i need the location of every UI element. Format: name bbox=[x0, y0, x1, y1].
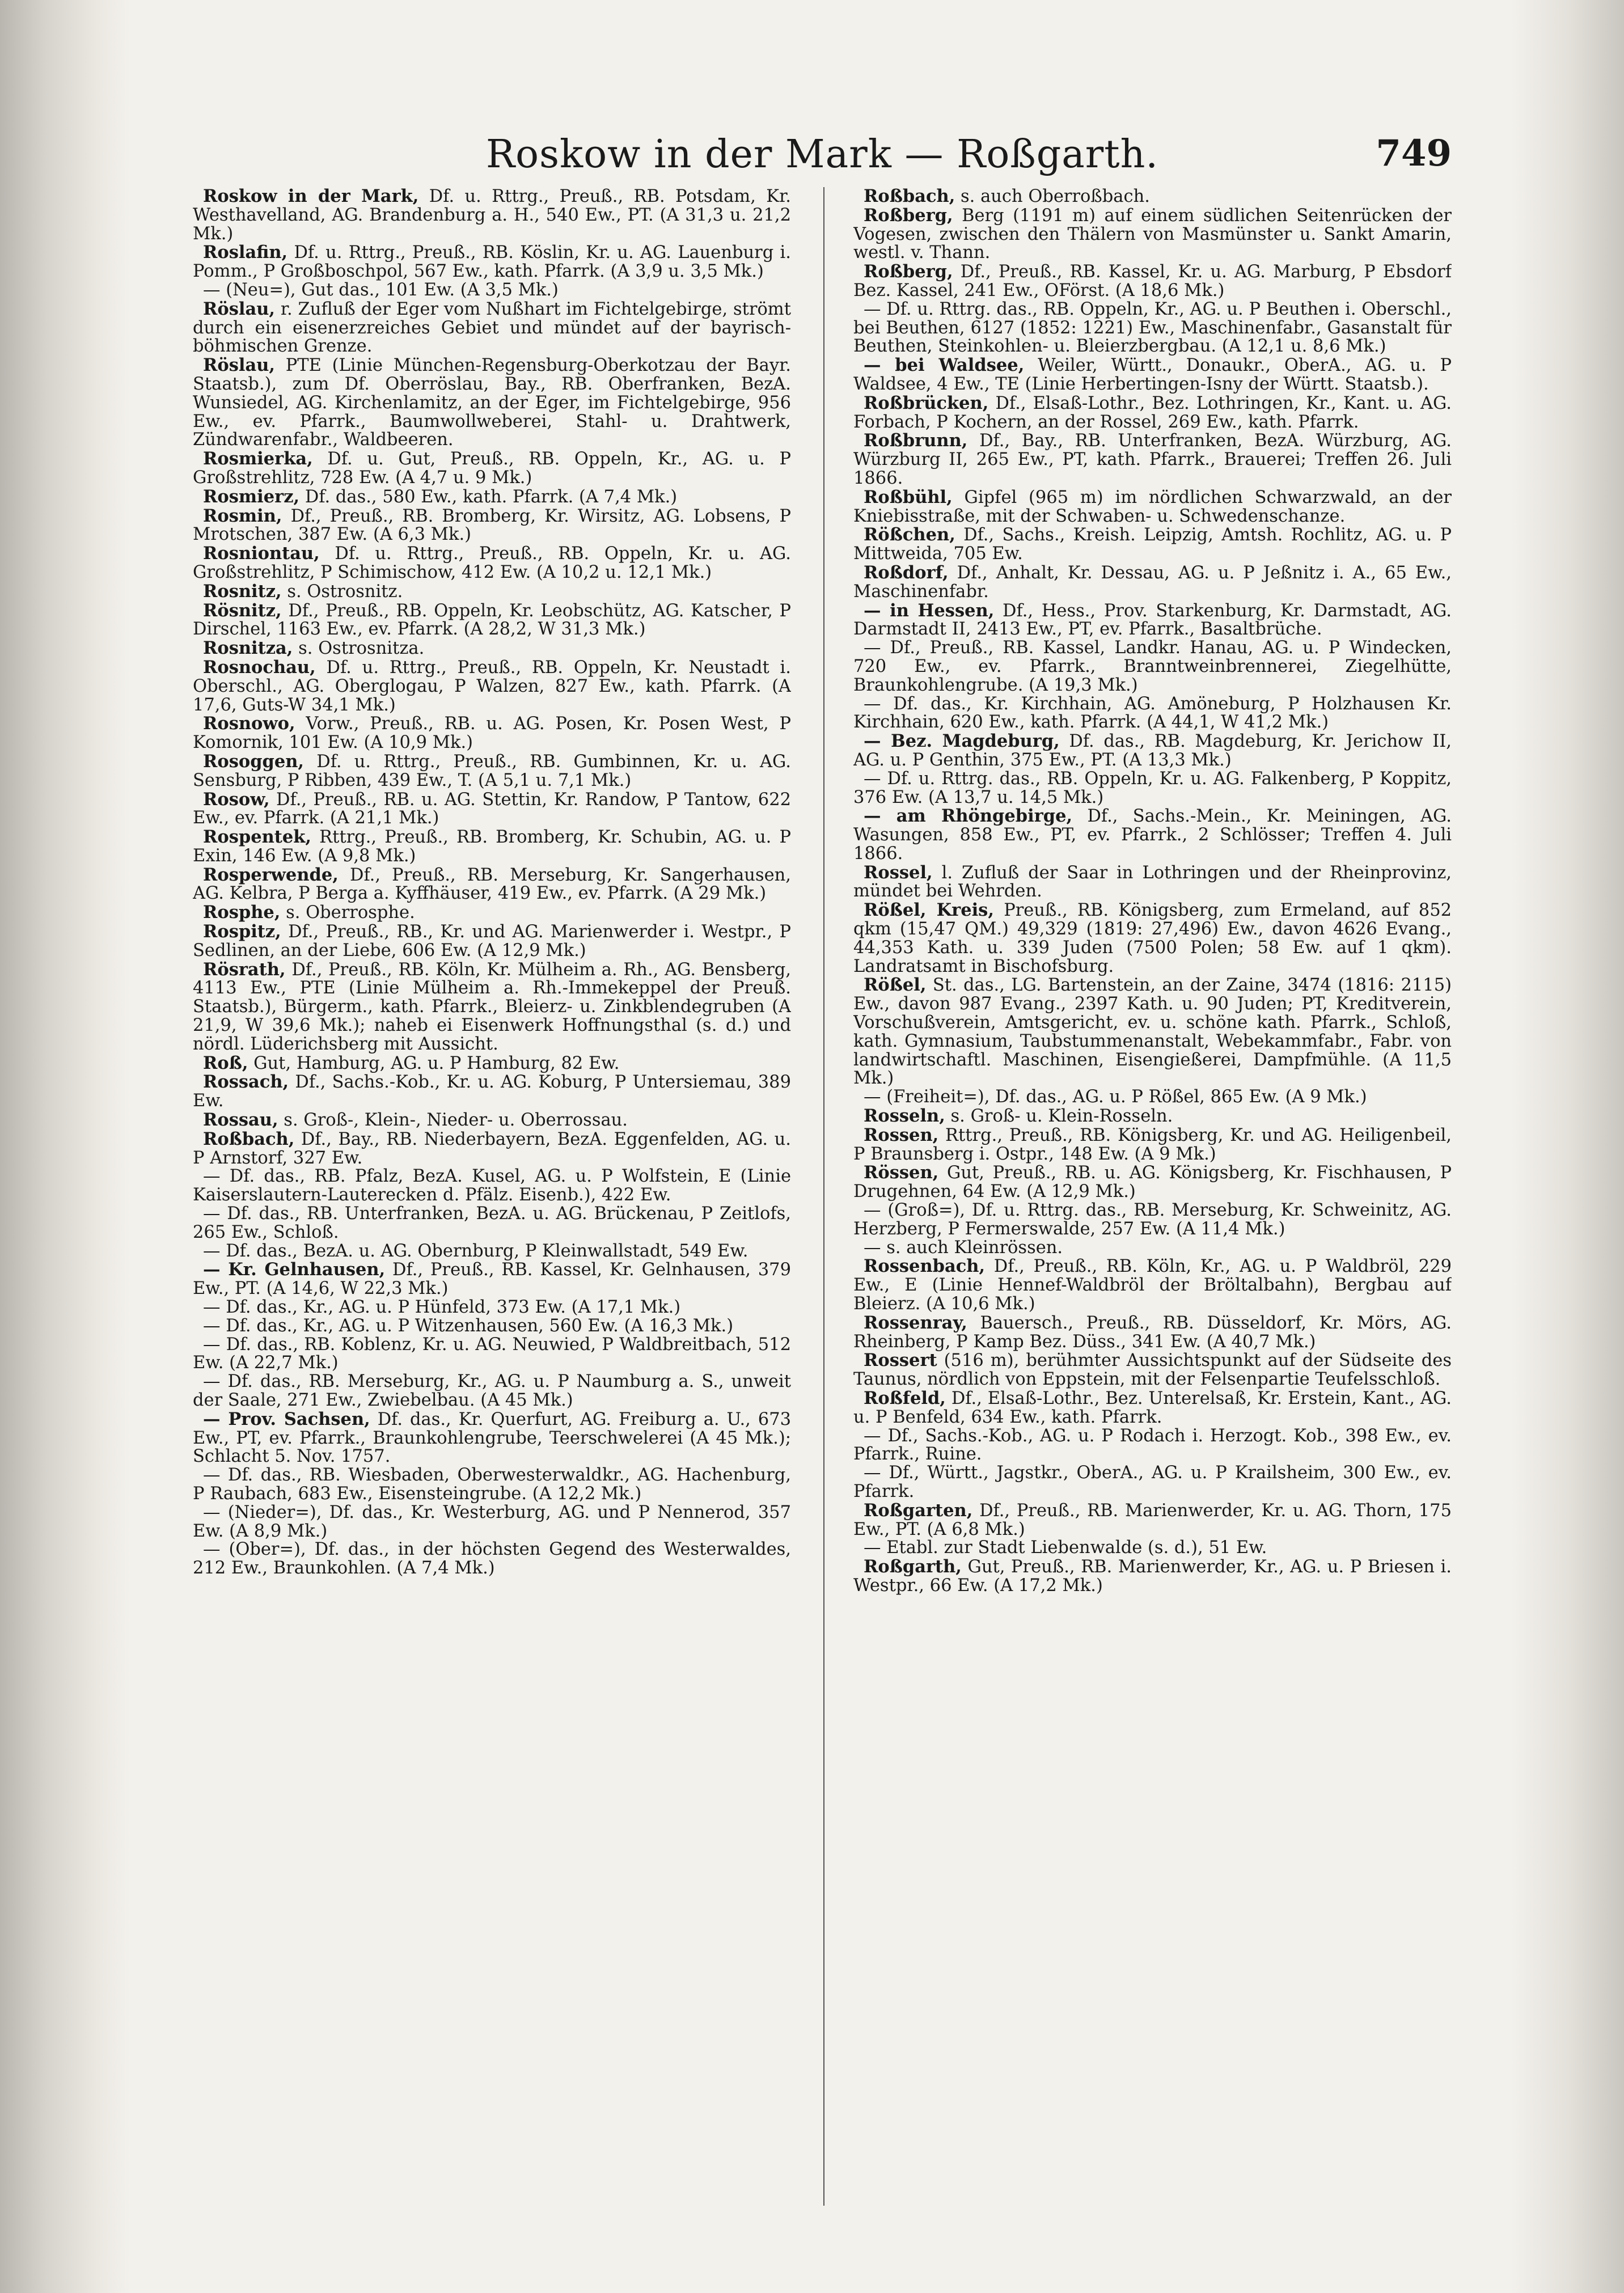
entry-text: Df., Bay., RB. Unterfranken, BezA. Würzburg, AG. Würzburg II, 265 Ew., PT, kath. Pfarrk., Brauerei; Treffen 26. Juli 1866. bbox=[853, 431, 1452, 488]
entry-text: — Df. das., RB. Wiesbaden, Oberwesterwaldkr., AG. Hachenburg, P Raubach, 683 Ew., Eisensteingrube. (A 12,2 Mk.) bbox=[193, 1465, 791, 1504]
entry-text: Df. u. Rttrg., Preuß., RB. Oppeln, Kr. Neustadt i. Oberschl., AG. Oberglogau, P Walzen, 827 Ew., kath. Pfarrk. (A 17,6, Guts-W 34,1 Mk.) bbox=[193, 657, 791, 715]
dictionary-entry bbox=[853, 732, 1452, 770]
entry-text: Df., Elsaß-Lothr., Bez. Lothringen, Kr., Kant. u. AG. Forbach, P Kochern, an der Rossel, 269 Ew., kath. Pfarrk. bbox=[853, 393, 1452, 432]
dictionary-entry bbox=[193, 639, 791, 658]
dictionary-entry bbox=[853, 1239, 1452, 1258]
dictionary-entry bbox=[853, 1126, 1452, 1164]
entry-headword: Rossach, bbox=[203, 1072, 289, 1093]
entry-text: — Df., Württ., Jagstkr., OberA., AG. u. P Krailsheim, 300 Ew., ev. Pfarrk. bbox=[853, 1463, 1452, 1501]
dictionary-entry bbox=[193, 714, 791, 752]
dictionary-entry bbox=[193, 602, 791, 640]
dictionary-entry bbox=[853, 1389, 1452, 1427]
entry-text: r. Zufluß der Eger vom Nußhart im Fichtelgebirge, strömt durch ein eisenerzreiches Gebiet und mündet auf der bayrisch-böhmischen Grenze. bbox=[193, 299, 791, 357]
dictionary-entry bbox=[193, 828, 791, 866]
entry-text: — Df., Preuß., RB. Kassel, Landkr. Hanau, AG. u. P Windecken, 720 Ew., ev. Pfarrk., Branntweinbrennerei, Ziegelhütte, Braunkohlengrube. (A 19,3 Mk.) bbox=[853, 638, 1452, 695]
entry-headword: Roßberg, bbox=[864, 205, 953, 226]
entry-headword: — Kr. Gelnhausen, bbox=[203, 1259, 386, 1280]
dictionary-entry bbox=[193, 1242, 791, 1261]
dictionary-entry bbox=[853, 1088, 1452, 1107]
dictionary-entry bbox=[853, 1501, 1452, 1539]
entry-headword: Roßgarten, bbox=[864, 1500, 973, 1521]
entry-text: — s. auch Kleinrössen. bbox=[864, 1237, 1063, 1258]
entry-text: Gipfel (965 m) im nördlichen Schwarzwald, an der Kniebisstraße, mit der Schwaben- u. Schwedenschanze. bbox=[853, 487, 1452, 526]
entry-text: — Df. u. Rttrg. das., RB. Oppeln, Kr., AG. u. P Beuthen i. Oberschl., bei Beuthen, 6127 (1852: 1221) Ew., Maschinenfabr., Gasanstalt für Beuthen, Steinkohlen- u. Bleierzbergbau. (A 12,1 u. 8,6 Mk.) bbox=[853, 299, 1452, 357]
entry-text: s. Ostrosnitza. bbox=[293, 638, 425, 659]
entry-headword: Roßfeld, bbox=[864, 1388, 946, 1408]
entry-text: St. das., LG. Bartenstein, an der Zaine, 3474 (1816: 2115) Ew., davon 987 Evang., 2397 Kath. u. 90 Juden; PT, Kreditverein, Vorschußverein, Amtsgericht, ev. u. schöne kath. Pfarrk., Schloß, kath. Gymnasium, Taubstummenanstalt, Webekammfabr., Fabr. von landwirtschaftl. Maschinen, Eisengießerei, Dampfmühle. (A 11,5 Mk.) bbox=[853, 975, 1452, 1089]
entry-headword: Rosnitza, bbox=[203, 638, 293, 659]
text-columns bbox=[193, 187, 1452, 2217]
entry-text: — (Nieder=), Df. das., Kr. Westerburg, AG. und P Nennerod, 357 Ew. (A 8,9 Mk.) bbox=[193, 1502, 791, 1541]
entry-text: Df., Sachs.-Mein., Kr. Meiningen, AG. Wasungen, 858 Ew., PT, ev. Pfarrk., 2 Schlösser; Treffen 4. Juli 1866. bbox=[853, 806, 1452, 864]
entry-text: Df., Preuß., RB. Köln, Kr., AG. u. P Waldbröl, 229 Ew., E (Linie Hennef-Waldbröl der Bröltalbahn), Bergbau auf Bleierz. (A 10,6 Mk.) bbox=[853, 1257, 1452, 1314]
entry-headword: Rosseln, bbox=[864, 1106, 945, 1127]
entry-headword: Rosnowo, bbox=[203, 713, 295, 734]
dictionary-entry bbox=[193, 1260, 791, 1298]
dictionary-entry bbox=[193, 752, 791, 790]
entry-headword: Roßdorf, bbox=[864, 562, 949, 583]
entry-text: Df., Bay., RB. Niederbayern, BezA. Eggenfelden, AG. u. P Arnstorf, 327 Ew. bbox=[193, 1129, 791, 1168]
entry-text: s. auch Oberroßbach. bbox=[955, 187, 1150, 206]
entry-text: — Df. das., BezA. u. AG. Obernburg, P Kleinwallstadt, 549 Ew. bbox=[203, 1241, 748, 1261]
entry-headword: Roßbach, bbox=[864, 187, 955, 206]
entry-headword: — Prov. Sachsen, bbox=[203, 1408, 370, 1429]
dictionary-entry bbox=[193, 1111, 791, 1130]
dictionary-entry bbox=[853, 807, 1452, 863]
dictionary-entry bbox=[193, 582, 791, 602]
dictionary-entry bbox=[853, 770, 1452, 807]
entry-headword: Roß, bbox=[203, 1052, 248, 1073]
entry-text: Rttrg., Preuß., RB. Bromberg, Kr. Schubin, AG. u. P Exin, 146 Ew. (A 9,8 Mk.) bbox=[193, 827, 791, 866]
dictionary-entry bbox=[193, 300, 791, 356]
entry-headword: Rossert bbox=[864, 1350, 937, 1371]
dictionary-entry bbox=[853, 1202, 1452, 1239]
entry-headword: — Bez. Magdeburg, bbox=[864, 731, 1060, 752]
entry-text: Gut, Hamburg, AG. u. P Hamburg, 82 Ew. bbox=[248, 1053, 620, 1073]
dictionary-entry bbox=[193, 790, 791, 828]
column-divider bbox=[823, 187, 824, 2206]
dictionary-entry bbox=[853, 263, 1452, 301]
entry-text: Df. u. Gut, Preuß., RB. Oppeln, Kr., AG. u. P Großstrehlitz, 728 Ew. (A 4,7 u. 9 Mk.) bbox=[193, 449, 791, 488]
dictionary-entry bbox=[853, 356, 1452, 394]
dictionary-entry bbox=[853, 976, 1452, 1088]
dictionary-entry bbox=[193, 1336, 791, 1373]
dictionary-entry bbox=[193, 961, 791, 1054]
dictionary-entry bbox=[853, 1314, 1452, 1352]
entry-text: Df., Preuß., RB. Marienwerder, Kr. u. AG. Thorn, 175 Ew., PT. (A 6,8 Mk.) bbox=[853, 1500, 1452, 1539]
dictionary-entry bbox=[193, 488, 791, 507]
dictionary-entry bbox=[193, 1410, 791, 1466]
entry-text: Df. das., Kr. Querfurt, AG. Freiburg a. U., 673 Ew., PT, ev. Pfarrk., Braunkohlengrube, Teerschwelerei (A 45 Mk.); Schlacht 5. Nov. 1757. bbox=[193, 1409, 791, 1467]
entry-text: Df. u. Rttrg., Preuß., RB. Gumbinnen, Kr. u. AG. Sensburg, P Ribben, 439 Ew., T. (A 5,1 u. 7,1 Mk.) bbox=[193, 751, 791, 790]
dictionary-entry bbox=[853, 695, 1452, 733]
dictionary-entry bbox=[193, 866, 791, 904]
dictionary-entry bbox=[853, 901, 1452, 976]
entry-text: s. Groß- u. Klein-Rosseln. bbox=[945, 1106, 1173, 1127]
entry-headword: — in Hessen, bbox=[864, 600, 995, 621]
entry-text: Df., Hess., Prov. Starkenburg, Kr. Darmstadt, AG. Darmstadt II, 2413 Ew., PT, ev. Pfarrk., Basaltbrüche. bbox=[853, 600, 1452, 640]
entry-text: Preuß., RB. Königsberg, zum Ermeland, auf 852 qkm (15,47 QM.) 49,329 (1819: 27,496) Ew., davon 4626 Evang., 44,353 Kath. u. 339 Juden (7500 Polen; 58 Ew. auf 1 qkm). Landratsamt in Bischofsburg. bbox=[853, 900, 1452, 976]
entry-text: Df., Preuß., RB. Oppeln, Kr. Leobschütz, AG. Katscher, P Dirschel, 1163 Ew., ev. Pfarrk. (A 28,2, W 31,3 Mk.) bbox=[193, 600, 791, 640]
entry-headword: Rosnitz, bbox=[203, 581, 282, 602]
dictionary-entry bbox=[853, 526, 1452, 564]
entry-text: Df., Sachs.-Kob., Kr. u. AG. Koburg, P Untersiemau, 389 Ew. bbox=[193, 1072, 791, 1111]
entry-text: — Df. das., RB. Pfalz, BezA. Kusel, AG. u. P Wolfstein, E (Linie Kaiserslautern-Lauterecken d. Pfälz. Eisenb.), 422 Ew. bbox=[193, 1166, 791, 1205]
running-title: Roskow in der Mark — Roßgarth. bbox=[485, 132, 1159, 177]
dictionary-entry bbox=[193, 1130, 791, 1168]
entry-text: — Df., Sachs.-Kob., AG. u. P Rodach i. Herzogt. Kob., 398 Ew., ev. Pfarrk., Ruine. bbox=[853, 1425, 1452, 1465]
dictionary-entry bbox=[853, 1257, 1452, 1313]
entry-text: — Df. das., RB. Unterfranken, BezA. u. AG. Brückenau, P Zeitlofs, 265 Ew., Schloß. bbox=[193, 1204, 791, 1242]
entry-headword: Rößel, bbox=[864, 975, 927, 996]
entry-text: Df. das., RB. Magdeburg, Kr. Jerichow II, AG. u. P Genthin, 375 Ew., PT. (A 13,3 Mk.) bbox=[853, 731, 1452, 770]
entry-text: — Df. das., Kr., AG. u. P Witzenhausen, 560 Ew. (A 16,3 Mk.) bbox=[203, 1315, 734, 1336]
dictionary-entry bbox=[193, 658, 791, 714]
entry-headword: Rößel, Kreis, bbox=[864, 900, 994, 921]
dictionary-entry bbox=[853, 1351, 1452, 1389]
entry-headword: Roßbach, bbox=[203, 1128, 295, 1149]
entry-headword: Rossenbach, bbox=[864, 1256, 986, 1277]
entry-text: Df., Preuß., RB. Köln, Kr. Mülheim a. Rh., AG. Bensberg, 4113 Ew., PTE (Linie Mülheim a. Rh.-Immekeppel der Preuß. Staatsb.), Bürgerm., kath. Pfarrk., Bleierz- u. Zinkblendegruben (A 21,9, W 39,6 Mk.); naheb ei Eisenwerk Hoffnungsthal (s. d.) und nördl. Lüderichsberg mit Aussicht. bbox=[193, 959, 791, 1054]
entry-text: s. Groß-, Klein-, Nieder- u. Oberrossau. bbox=[278, 1110, 628, 1131]
dictionary-entry bbox=[193, 544, 791, 582]
entry-headword: Rosniontau, bbox=[203, 543, 320, 564]
right-column bbox=[853, 187, 1452, 2217]
entry-headword: Roßgarth, bbox=[864, 1556, 962, 1577]
dictionary-entry bbox=[193, 1317, 791, 1336]
entry-headword: — bei Waldsee, bbox=[864, 355, 1025, 376]
dictionary-entry bbox=[193, 1298, 791, 1317]
dictionary-entry bbox=[193, 507, 791, 545]
entry-headword: Rospitz, bbox=[203, 921, 281, 942]
entry-text: Gut, Preuß., RB. Marienwerder, Kr., AG. u. P Briesen i. Westpr., 66 Ew. (A 17,2 Mk.) bbox=[853, 1557, 1452, 1596]
dictionary-entry bbox=[193, 187, 791, 243]
entry-text: — (Ober=), Df. das., in der höchsten Gegend des Westerwaldes, 212 Ew., Braunkohlen. (A 7,4 Mk.) bbox=[193, 1539, 791, 1579]
dictionary-entry bbox=[193, 1054, 791, 1073]
entry-headword: Rößchen, bbox=[864, 524, 955, 545]
entry-text: s. Oberrosphe. bbox=[280, 903, 415, 923]
dictionary-entry bbox=[853, 1164, 1452, 1202]
entry-headword: Rosphe, bbox=[203, 902, 281, 923]
entry-text: Df., Preuß., RB. u. AG. Stettin, Kr. Randow, P Tantow, 622 Ew., ev. Pfarrk. (A 21,1 Mk.) bbox=[193, 789, 791, 828]
entry-headword: Rospentek, bbox=[203, 827, 312, 848]
entry-headword: Rossau, bbox=[203, 1110, 278, 1131]
dictionary-entry bbox=[853, 864, 1452, 902]
entry-headword: Rossenray, bbox=[864, 1312, 967, 1333]
entry-headword: Röslau, bbox=[203, 355, 276, 376]
entry-text: Df. u. Rttrg., Preuß., RB. Potsdam, Kr. Westhavelland, AG. Brandenburg a. H., 540 Ew., PT. (A 31,3 u. 21,2 Mk.) bbox=[193, 187, 791, 244]
entry-text: Df., Preuß., RB., Kr. und AG. Marienwerder i. Westpr., P Sedlinen, an der Liebe, 606 Ew. (A 12,9 Mk.) bbox=[193, 922, 791, 961]
entry-headword: Rosow, bbox=[203, 789, 270, 810]
entry-headword: Rosoggen, bbox=[203, 751, 304, 772]
dictionary-entry bbox=[853, 431, 1452, 488]
dictionary-entry bbox=[853, 206, 1452, 263]
dictionary-entry bbox=[193, 1541, 791, 1578]
page-number: 749 bbox=[1376, 132, 1452, 175]
entry-headword: Roßbrunn, bbox=[864, 430, 968, 451]
entry-text: Df. das., 580 Ew., kath. Pfarrk. (A 7,4 Mk.) bbox=[299, 486, 678, 507]
entry-text: Bauersch., Preuß., RB. Düsseldorf, Kr. Mörs, AG. Rheinberg, P Kamp Bez. Düss., 341 Ew. (A 40,7 Mk.) bbox=[853, 1313, 1452, 1352]
entry-headword: Rossel, bbox=[864, 862, 933, 883]
entry-text: Df. u. Rttrg., Preuß., RB. Oppeln, Kr. u. AG. Großstrehlitz, P Schimischow, 412 Ew. (A 10,2 u. 12,1 Mk.) bbox=[193, 544, 791, 582]
scan-edge-right bbox=[1511, 0, 1624, 2293]
entry-headword: Roßberg, bbox=[864, 261, 953, 282]
entry-headword: Röslau, bbox=[203, 298, 276, 319]
dictionary-entry bbox=[193, 450, 791, 488]
entry-headword: Roßbrücken, bbox=[864, 392, 989, 413]
dictionary-entry bbox=[853, 564, 1452, 602]
entry-text: — Df. das., Kr., AG. u. P Hünfeld, 373 Ew. (A 17,1 Mk.) bbox=[203, 1297, 681, 1318]
dictionary-entry bbox=[853, 1107, 1452, 1126]
entry-headword: Roslafin, bbox=[203, 242, 288, 263]
dictionary-entry bbox=[193, 1466, 791, 1504]
entry-headword: Roskow in der Mark, bbox=[203, 187, 419, 206]
dictionary-entry bbox=[853, 602, 1452, 640]
dictionary-entry bbox=[853, 1427, 1452, 1465]
dictionary-entry bbox=[853, 488, 1452, 526]
entry-text: Vorw., Preuß., RB. u. AG. Posen, Kr. Posen West, P Komornik, 101 Ew. (A 10,9 Mk.) bbox=[193, 714, 791, 753]
dictionary-entry bbox=[853, 1464, 1452, 1501]
dictionary-entry bbox=[193, 356, 791, 450]
entry-text: Gut, Preuß., RB. u. AG. Königsberg, Kr. Fischhausen, P Drugehnen, 64 Ew. (A 12,9 Mk.) bbox=[853, 1163, 1452, 1202]
entry-text: PTE (Linie München-Regensburg-Oberkotzau der Bayr. Staatsb.), zum Df. Oberröslau, Bay., RB. Oberfranken, BezA. Wunsiedel, AG. Kirchenlamitz, an der Eger, im Fichtelgebirge, 956 Ew., ev. Pfarrk., Baumwollweberei, Stahl- u. Drahtwerk, Zündwarenfabr., Waldbeeren. bbox=[193, 356, 791, 450]
entry-text: — Etabl. zur Stadt Liebenwalde (s. d.), 51 Ew. bbox=[864, 1538, 1267, 1558]
dictionary-entry bbox=[853, 301, 1452, 356]
entry-text: — Df. das., RB. Koblenz, Kr. u. AG. Neuwied, P Waldbreitbach, 512 Ew. (A 22,7 Mk.) bbox=[193, 1334, 791, 1373]
entry-headword: Roßbühl, bbox=[864, 486, 953, 507]
dictionary-entry bbox=[193, 243, 791, 281]
entry-headword: Rösrath, bbox=[203, 959, 286, 980]
dictionary-entry bbox=[193, 1073, 791, 1111]
scan-edge-left bbox=[0, 0, 130, 2293]
dictionary-entry bbox=[853, 394, 1452, 432]
entry-text: Df., Elsaß-Lothr., Bez. Unterelsaß, Kr. Erstein, Kant., AG. u. P Benfeld, 634 Ew., kath. Pfarrk. bbox=[853, 1389, 1452, 1427]
entry-text: Rttrg., Preuß., RB. Königsberg, Kr. und AG. Heiligenbeil, P Braunsberg i. Ostpr., 148 Ew. (A 9 Mk.) bbox=[853, 1125, 1452, 1164]
dictionary-entry bbox=[193, 903, 791, 923]
entry-text: — Df. u. Rttrg. das., RB. Oppeln, Kr. u. AG. Falkenberg, P Koppitz, 376 Ew. (A 13,7 u. 14,5 Mk.) bbox=[853, 768, 1452, 807]
entry-headword: Rösnitz, bbox=[203, 600, 282, 621]
entry-text: — Df. das., Kr. Kirchhain, AG. Amöneburg, P Holzhausen Kr. Kirchhain, 620 Ew., kath. Pfarrk. (A 44,1, W 41,2 Mk.) bbox=[853, 693, 1452, 733]
entry-headword: Rosmierka, bbox=[203, 449, 313, 469]
entry-text: s. Ostrosnitz. bbox=[281, 581, 403, 602]
page-header bbox=[193, 122, 1452, 179]
entry-text: Df., Anhalt, Kr. Dessau, AG. u. P Jeßnitz i. A., 65 Ew., Maschinenfabr. bbox=[853, 562, 1452, 602]
entry-text: Df., Preuß., RB. Kassel, Kr. u. AG. Marburg, P Ebsdorf Bez. Kassel, 241 Ew., OFörst. (A 18,6 Mk.) bbox=[853, 262, 1452, 301]
entry-text: l. Zufluß der Saar in Lothringen und der Rheinprovinz, mündet bei Wehrden. bbox=[853, 862, 1452, 902]
entry-text: — (Groß=), Df. u. Rttrg. das., RB. Merseburg, Kr. Schweinitz, AG. Herzberg, P Fermerswalde, 257 Ew. (A 11,4 Mk.) bbox=[853, 1200, 1452, 1239]
dictionary-entry bbox=[853, 1558, 1452, 1596]
entry-text: Df. u. Rttrg., Preuß., RB. Köslin, Kr. u. AG. Lauenburg i. Pomm., P Großboschpol, 567 Ew., kath. Pfarrk. (A 3,9 u. 3,5 Mk.) bbox=[193, 243, 791, 282]
entry-headword: Rosmin, bbox=[203, 505, 282, 526]
dictionary-entry bbox=[193, 1167, 791, 1205]
entry-headword: Rosnochau, bbox=[203, 657, 316, 678]
entry-headword: Rössen, bbox=[864, 1162, 939, 1183]
entry-text: Df., Preuß., RB. Bromberg, Kr. Wirsitz, AG. Lobsens, P Mrotschen, 387 Ew. (A 6,3 Mk.) bbox=[193, 506, 791, 545]
entry-text: Weiler, Württ., Donaukr., OberA., AG. u. P Waldsee, 4 Ew., TE (Linie Herbertingen-Isny der Württ. Staatsb.). bbox=[853, 356, 1452, 394]
dictionary-entry bbox=[853, 187, 1452, 206]
entry-text: Df., Preuß., RB. Kassel, Kr. Gelnhausen, 379 Ew., PT. (A 14,6, W 22,3 Mk.) bbox=[193, 1260, 791, 1299]
entry-text: (516 m), berühmter Aussichtspunkt auf der Südseite des Taunus, nördlich von Eppstein, mit der Felsenpartie Teufelsschloß. bbox=[853, 1351, 1452, 1390]
entry-headword: Rossen, bbox=[864, 1124, 939, 1145]
entry-text: Df., Sachs., Kreish. Leipzig, Amtsh. Rochlitz, AG. u. P Mittweida, 705 Ew. bbox=[853, 525, 1452, 564]
dictionary-entry bbox=[193, 1504, 791, 1541]
dictionary-entry bbox=[193, 1205, 791, 1242]
dictionary-entry bbox=[853, 1539, 1452, 1558]
left-column bbox=[193, 187, 791, 2217]
entry-headword: Rosmierz, bbox=[203, 486, 300, 507]
dictionary-entry bbox=[193, 1373, 791, 1410]
entry-headword: Rosperwende, bbox=[203, 864, 339, 885]
entry-text: — Df. das., RB. Merseburg, Kr., AG. u. P Naumburg a. S., unweit der Saale, 271 Ew., Zwiebelbau. (A 45 Mk.) bbox=[193, 1372, 791, 1410]
entry-text: Berg (1191 m) auf einem südlichen Seitenrücken der Vogesen, zwischen den Thälern von Masmünster u. Sankt Amarin, westl. v. Thann. bbox=[853, 205, 1452, 263]
dictionary-entry bbox=[193, 281, 791, 300]
entry-text: — (Neu=), Gut das., 101 Ew. (A 3,5 Mk.) bbox=[203, 280, 559, 300]
entry-text: — (Freiheit=), Df. das., AG. u. P Rößel, 865 Ew. (A 9 Mk.) bbox=[864, 1087, 1367, 1107]
dictionary-entry bbox=[193, 923, 791, 961]
entry-headword: — am Rhöngebirge, bbox=[864, 806, 1073, 827]
dictionary-entry bbox=[853, 639, 1452, 695]
entry-text: Df., Preuß., RB. Merseburg, Kr. Sangerhausen, AG. Kelbra, P Berga a. Kyffhäuser, 419 Ew., ev. Pfarrk. (A 29 Mk.) bbox=[193, 865, 791, 904]
